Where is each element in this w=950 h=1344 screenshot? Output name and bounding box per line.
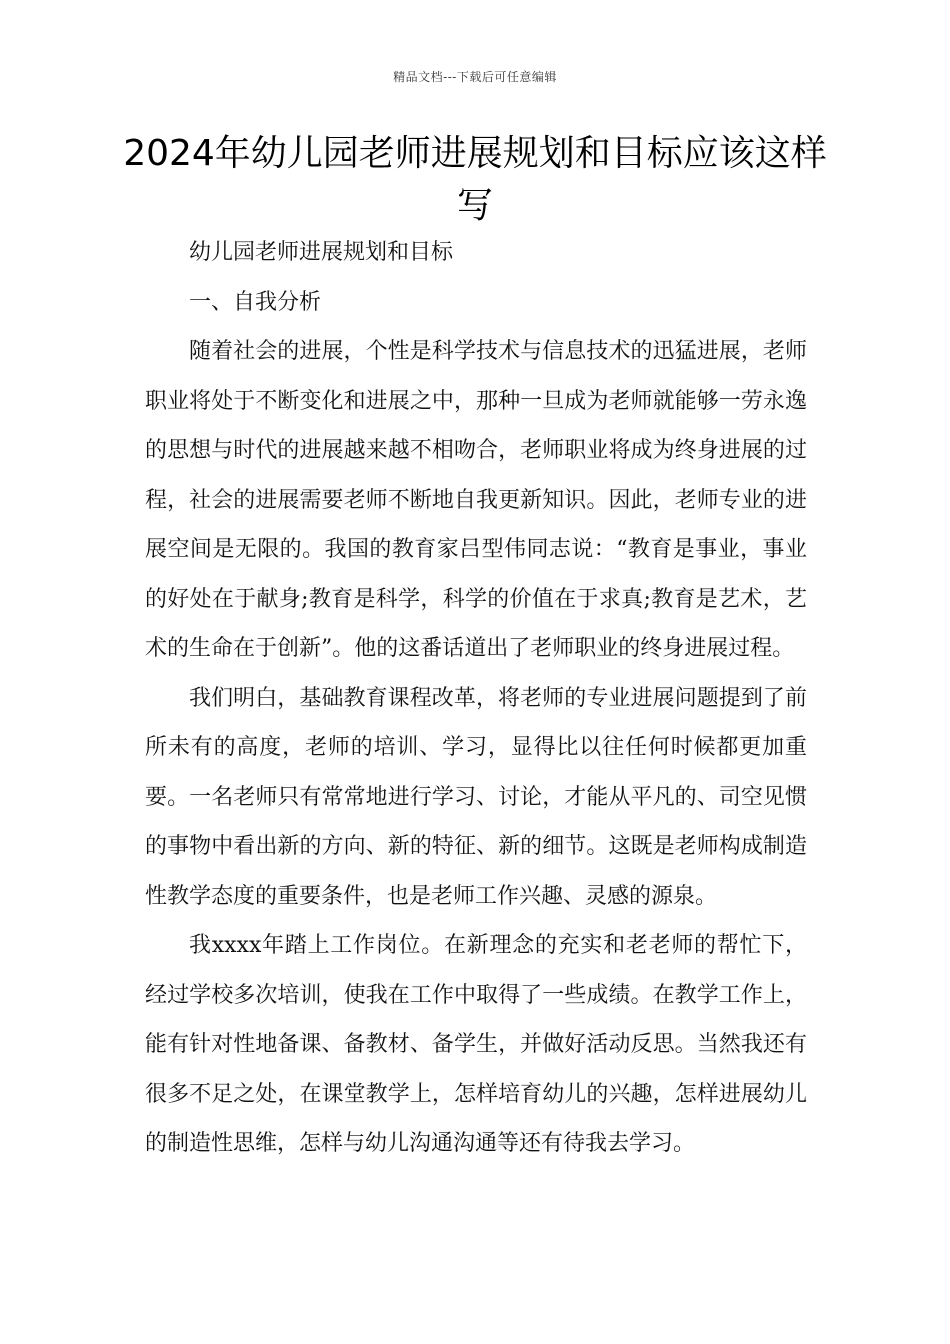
paragraph: 我xxxx年踏上工作岗位。在新理念的充实和老老师的帮忙下，经过学校多次培训，使我在工作中取得了一些成绩。在教学工作上，能有针对性地备课、备教材、备学生，并做好活动反思。当然我还有很多不足之处，在课堂教学上，怎样培育幼儿的兴趣，怎样进展幼儿的制造性思维，怎样与幼儿沟通沟通等还有待我去学习。 xyxy=(145,933,807,1156)
paragraph: 随着社会的进展，个性是科学技术与信息技术的迅猛进展，老师职业将处于不断变化和进展之中，那种一旦成为老师就能够一劳永逸的思想与时代的进展越来越不相吻合，老师职业将成为终身进展的过程，社会的进展需要老师不断地自我更新知识。因此，老师专业的进展空间是无限的。我国的教育家吕型伟同志说：“教育是事业，事业的好处在于献身;教育是科学，科学的价值在于求真;教育是艺术，艺术的生命在于创新”。他的这番话道出了老师职业的终身进展过程。 xyxy=(145,339,807,661)
section-heading: 一、自我分析 xyxy=(189,289,322,315)
document-subtitle: 幼儿园老师进展规划和目标 xyxy=(189,240,454,265)
header-note: 精品文档---下载后可任意编辑 xyxy=(393,70,557,84)
document-body xyxy=(145,228,807,1169)
paragraph: 我们明白，基础教育课程改革，将老师的专业进展问题提到了前所未有的高度，老师的培训、学习，显得比以往任何时候都更加重要。一名老师只有常常地进行学习、讨论，才能从平凡的、司空见惯的事物中看出新的方向、新的特征、新的细节。这既是老师构成制造性教学态度的重要条件，也是老师工作兴趣、灵感的源泉。 xyxy=(145,685,807,909)
document-title: 2024年幼儿园老师进展规划和目标应该这样写 xyxy=(123,133,827,226)
